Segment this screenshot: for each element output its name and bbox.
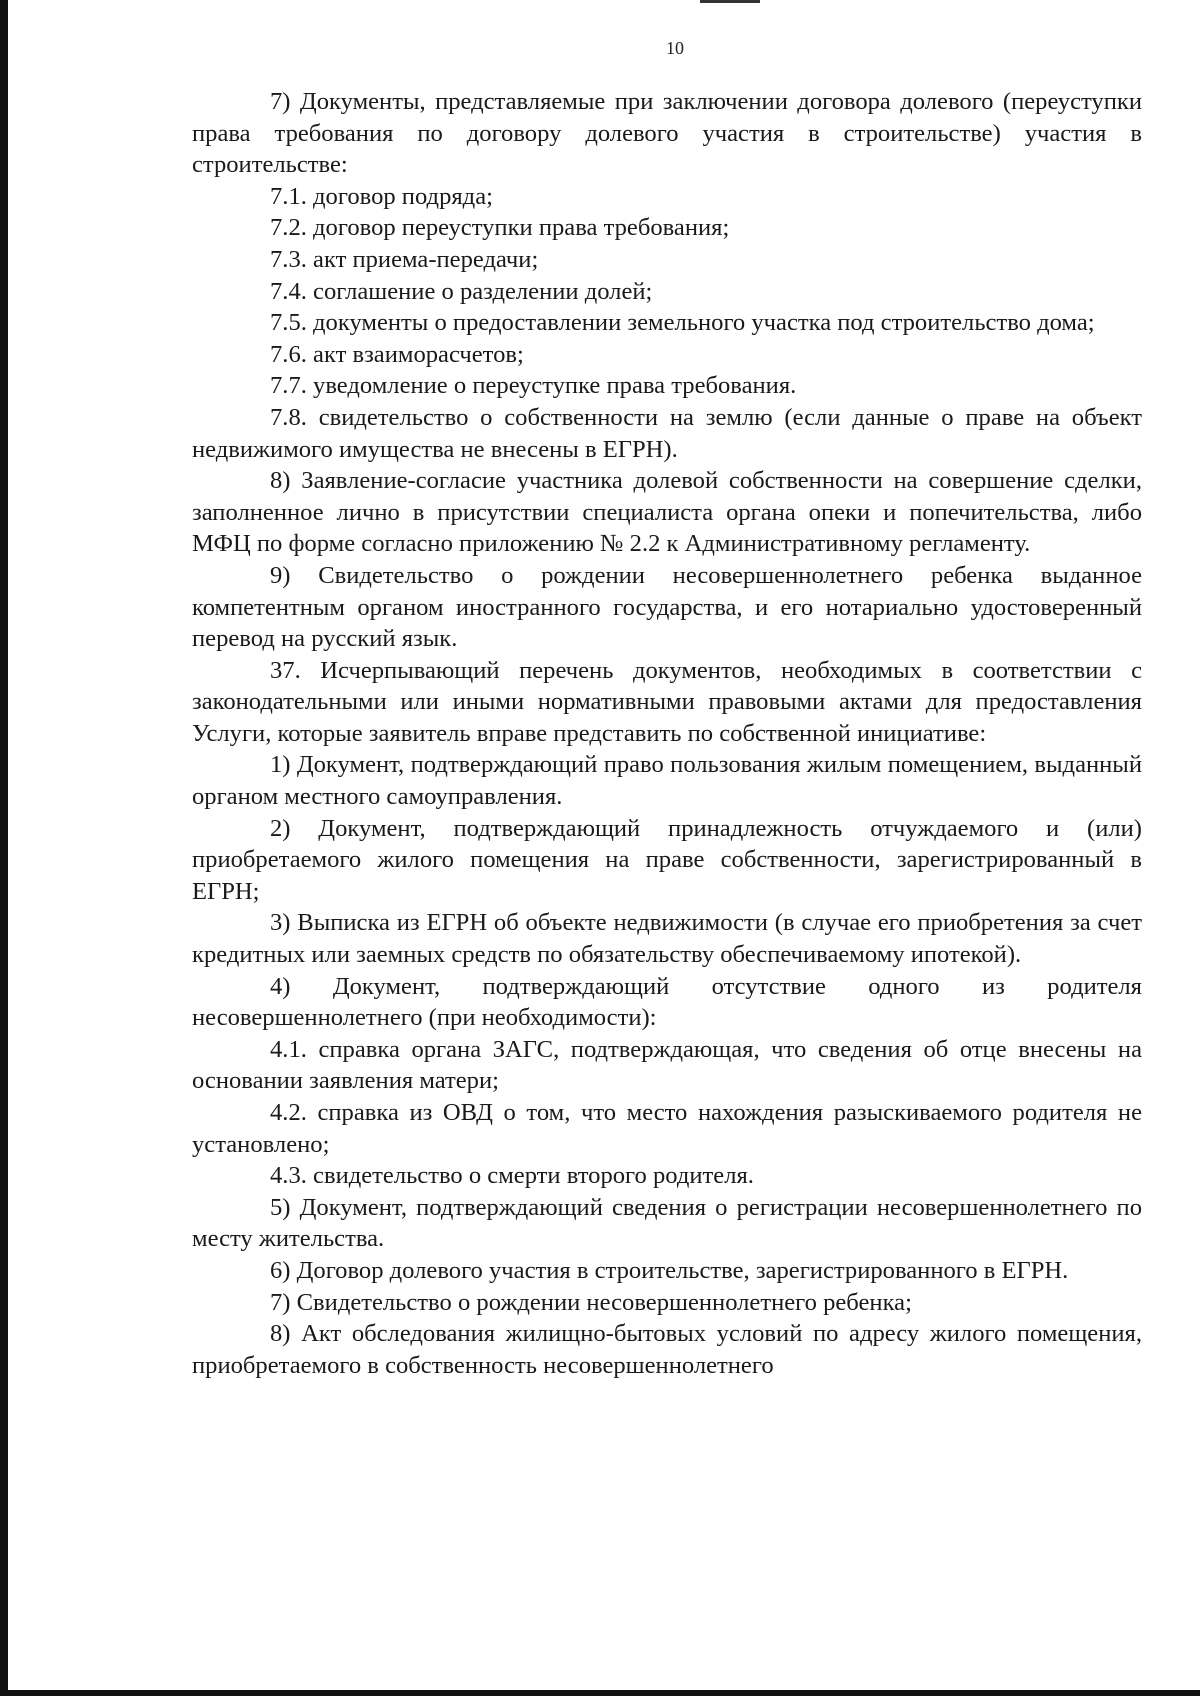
page-number: 10 <box>666 38 684 58</box>
scan-left-edge <box>0 0 8 1696</box>
paragraph: 7.5. документы о предоставлении земельного участка под строительство дома; <box>270 309 1095 337</box>
paragraph: 1) Документ, подтверждающий право пользования жилым помещением, выданный органом местного самоуправления. <box>192 751 1142 811</box>
paragraph: 2) Документ, подтверждающий принадлежность отчуждаемого и (или) приобретаемого жилого помещения на праве собственности, зарегистрированный в ЕГРН; <box>192 814 1142 905</box>
paragraph: 7.8. свидетельство о собственности на землю (если данные о праве на объект недвижимого имущества не внесены в ЕГРН). <box>192 403 1142 463</box>
paragraph: 7.3. акт приема-передачи; <box>270 245 539 273</box>
scan-bottom-edge <box>0 1690 1200 1696</box>
paragraph: 8) Заявление-согласие участника долевой собственности на совершение сделки, заполненное лично в присутствии специалиста органа опеки и попечительства, либо МФЦ по форме согласно приложению № 2.2 к Административному регламенту. <box>192 467 1142 558</box>
paragraph: 4) Документ, подтверждающий отсутствие одного из родителя несовершеннолетнего (при необходимости): <box>192 972 1142 1032</box>
scan-top-mark <box>700 0 760 3</box>
paragraph: 7.6. акт взаиморасчетов; <box>270 340 524 368</box>
paragraph: 6) Договор долевого участия в строительстве, зарегистрированного в ЕГРН. <box>270 1256 1069 1284</box>
paragraph: 8) Акт обследования жилищно-бытовых условий по адресу жилого помещения, приобретаемого в собственность несовершеннолетнего <box>192 1320 1142 1379</box>
paragraph: 7.2. договор переуступки права требования; <box>270 214 730 242</box>
document-body <box>192 86 1142 1381</box>
paragraph: 37. Исчерпывающий перечень документов, необходимых в соответствии с законодательными или иными нормативными правовыми актами для предоставления Услуги, которые заявитель вправе представить по собственной инициативе: <box>192 656 1142 747</box>
paragraph: 7) Свидетельство о рождении несовершеннолетнего ребенка; <box>270 1288 912 1316</box>
paragraph: 4.3. свидетельство о смерти второго родителя. <box>270 1162 754 1190</box>
paragraph: 5) Документ, подтверждающий сведения о регистрации несовершеннолетнего по месту жительства. <box>192 1193 1142 1253</box>
paragraph: 4.2. справка из ОВД о том, что место нахождения разыскиваемого родителя не установлено; <box>192 1099 1142 1158</box>
paragraph: 7.1. договор подряда; <box>270 182 493 210</box>
paragraph: 7.4. соглашение о разделении долей; <box>270 277 653 305</box>
paragraph: 9) Свидетельство о рождении несовершеннолетнего ребенка выданное компетентным органом иностранного государства, и его нотариально удостоверенный перевод на русский язык. <box>192 561 1142 653</box>
paragraph: 3) Выписка из ЕГРН об объекте недвижимости (в случае его приобретения за счет кредитных или заемных средств по обязательству обеспечиваемому ипотекой). <box>192 909 1142 969</box>
paragraph: 7.7. уведомление о переуступке права требования. <box>270 372 797 400</box>
paragraph: 7) Документы, представляемые при заключении договора долевого (переуступки права требования по договору долевого участия в строительстве) участия в строительстве: <box>192 88 1142 179</box>
paragraph: 4.1. справка органа ЗАГС, подтверждающая, что сведения об отце внесены на основании заявления матери; <box>192 1035 1142 1095</box>
